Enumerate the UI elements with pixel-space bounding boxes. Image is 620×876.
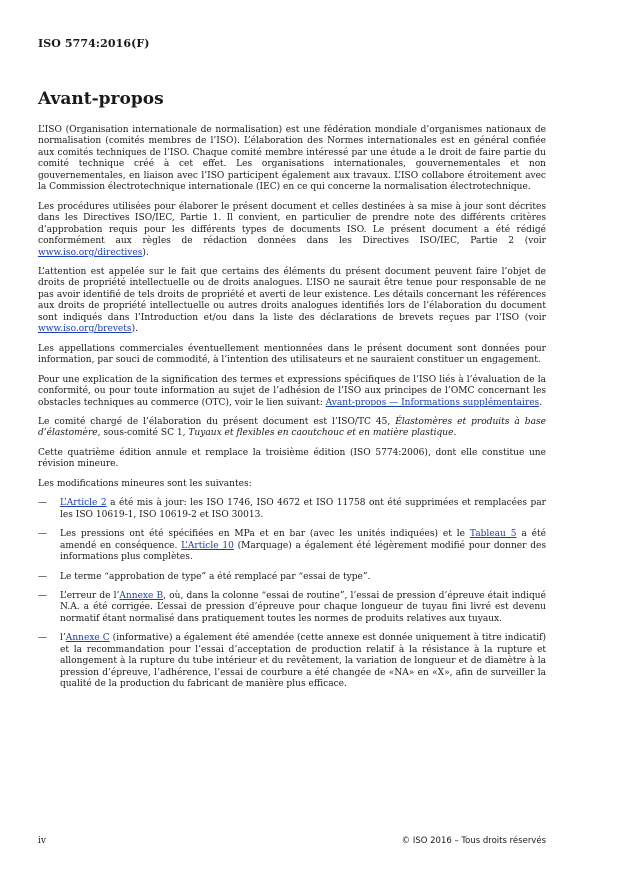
list-item [38,529,546,563]
link-tableau-5[interactable]: Tableau 5 [469,529,517,540]
section-title: Avant-propos [38,89,164,109]
committee-title: Élastomères et produits à base d’élastomère [38,416,546,439]
paragraph-text: . [539,397,543,408]
changes-list [38,498,546,690]
list-item-text: (informative) a également été amendée (cette annexe est donnée uniquement à titre indicatif) et la recommandation pour l’essai d’acceptation de production relatif à la résistance à la rupture et allongement à la rupture du tube intérieur et du revêtement, la variation de longueur et de diamètre à la pression d’épreuve, l’adhérence, l’essai de courbure a été changée de «NA» en «X», afin de surveiller la qualité de la production du fabricant de manière plus efficace. [60,633,546,690]
list-item-text: Le terme “approbation de type” a été remplacé par “essai de type”. [60,571,371,582]
paragraph-text: L’attention est appelée sur le fait que certains des éléments du présent document peuvent faire l’objet de droits de propriété intellectuelle ou de droits analogues. L’ISO ne saurait être tenue pour responsable de ne pas avoir identifié de tels droits de propriété et averti de leur existence. Les détails concernant les références aux droits de propriété intellectuelle ou autres droits analogues identifiés lors de l’élaboration du document sont indiqués dans l’Introduction et/ou dans la liste des déclarations de brevets reçues par l’ISO (voir [38,266,546,323]
page-number: iv [38,836,46,846]
paragraph-text: Pour une explication de la signification des termes et expressions spécifiques de l’ISO liés à l’évaluation de la conformité, ou pour toute information au sujet de l’adhésion de l’ISO aux principes de l’OMC concernant les obstacles techniques au commerce (OTC), voir le lien suivant: [38,374,546,408]
list-item-text: L’erreur de l’ [60,590,120,601]
list-item-text: l’ [60,633,66,644]
copyright-notice: © ISO 2016 – Tous droits réservés [401,836,546,846]
subcommittee-title: Tuyaux et flexibles en caoutchouc et en matière plastique [188,428,454,439]
paragraph-trade-names: Les appellations commerciales éventuellement mentionnées dans le présent document sont données pour information, par souci de commodité, à l’intention des utilisateurs et ne sauraient constituer un engagement. [38,343,546,366]
paragraph-text: , sous-comité SC 1, [97,428,189,439]
list-item-text: a été amendé en conséquence. [60,529,546,551]
dash-bullet: — [38,498,48,509]
document-id: ISO 5774:2016(F) [38,37,150,50]
dash-bullet: — [38,633,48,644]
paragraph-conformity [38,375,546,409]
link-brevets[interactable]: www.iso.org/brevets [38,324,132,335]
link-directives[interactable]: www.iso.org/directives [38,247,143,258]
paragraph-text: ). [142,247,149,258]
paragraph-patents [38,267,546,336]
list-item [38,498,546,521]
link-supplementary-info[interactable]: Avant-propos — Informations supplémentaires [325,397,540,408]
dash-bullet: — [38,571,48,582]
list-item [38,591,546,625]
paragraph-text: . [453,428,457,439]
paragraph-text: Le comité chargé de l’élaboration du présent document est l’ISO/TC 45, [38,416,396,427]
link-article-10[interactable]: L’Article 10 [181,540,234,551]
list-item [38,572,546,583]
list-item-text: Les pressions ont été spécifiées en MPa et en bar (avec les unités indiquées) et le [60,529,470,540]
link-annexe-c[interactable]: Annexe C [65,633,110,644]
paragraph-changes-intro: Les modifications mineures sont les suivantes: [38,478,252,489]
paragraph-committee [38,417,546,440]
paragraph-procedures [38,202,546,259]
link-annexe-b[interactable]: Annexe B [119,590,164,601]
paragraph-iso-intro: L’ISO (Organisation internationale de normalisation) est une fédération mondiale d’organismes nationaux de normalisation (comités membres de l’ISO). L’élaboration des Normes internationales est en général confiée aux comités techniques de l’ISO. Chaque comité membre intéressé par une étude a le droit de faire partie du comité technique créé à cet effet. Les organisations internationales, gouvernementales et non gouvernementales, en liaison avec l’ISO participent également aux travaux. L’ISO collabore étroitement avec la Commission électrotechnique internationale (IEC) en ce qui concerne la normalisation électrotechnique. [38,125,546,193]
paragraph-edition: Cette quatrième édition annule et remplace la troisième édition (ISO 5774:2006), dont elle constitue une révision mineure. [38,447,546,470]
list-item-text: , où, dans la colonne “essai de routine”, l’essai de pression d’épreuve était indiqué N.A. a été corrigée. L’essai de pression d’épreuve pour chaque longueur de tuyau fini livré est devenu normatif étant normalisé dans pratiquement toutes les normes de produits relatives aux tuyaux. [60,590,546,624]
list-item-text: (Marquage) a également été légèrement modifié pour donner des informations plus complètes. [60,540,546,563]
paragraph-text: Les procédures utilisées pour élaborer le présent document et celles destinées à sa mise à jour sont décrites dans les Directives ISO/IEC, Partie 1. Il convient, en particulier de prendre note des différents critères d’approbation requis pour les différents types de documents ISO. Le présent document a été rédigé conformément aux règles de rédaction données dans les Directives ISO/IEC, Partie 2 (voir [38,201,546,247]
dash-bullet: — [38,590,48,601]
list-item [38,633,546,690]
list-item-text: a été mis à jour: les ISO 1746, ISO 4672 et ISO 11758 ont été supprimées et remplacées par les ISO 10619-1, ISO 10619-2 et ISO 30013. [60,498,547,520]
paragraph-text: ). [131,324,138,335]
link-article-2[interactable]: L’Article 2 [60,498,107,509]
dash-bullet: — [38,529,48,540]
foreword-body [38,125,546,699]
